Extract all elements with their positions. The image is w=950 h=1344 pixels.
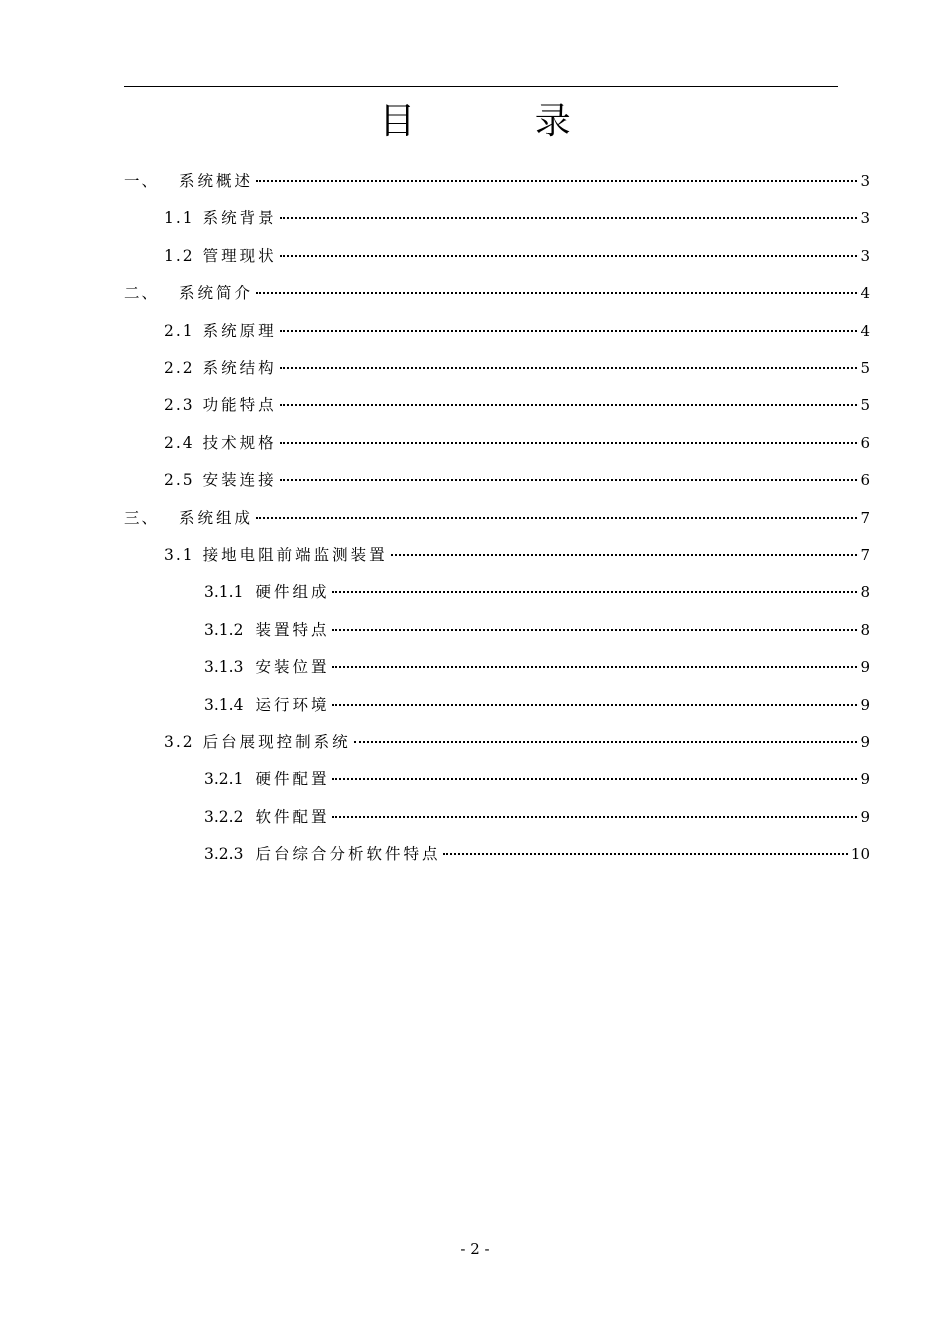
toc-dot-leader bbox=[354, 741, 858, 743]
toc-entry-title: 接地电阻前端监测装置 bbox=[202, 546, 388, 564]
toc-entry-title: 硬件配置 bbox=[255, 770, 330, 789]
toc-entry-title: 系统结构 bbox=[202, 359, 277, 377]
toc-entry-page: 3 bbox=[860, 246, 870, 265]
toc-entry-title: 软件配置 bbox=[255, 807, 330, 826]
toc-entry-title: 装置特点 bbox=[255, 620, 330, 639]
header-rule bbox=[124, 86, 838, 87]
toc-entry-number: 3.1.1 bbox=[204, 583, 244, 602]
toc-dot-leader bbox=[332, 629, 857, 631]
toc-entry[interactable] bbox=[164, 244, 870, 268]
toc-dot-leader bbox=[280, 479, 858, 481]
toc-entry-title: 后台综合分析软件特点 bbox=[255, 845, 441, 864]
toc-entry-page: 7 bbox=[860, 546, 870, 564]
toc-entry-page: 8 bbox=[860, 620, 870, 639]
toc-entry-page: 4 bbox=[860, 284, 870, 303]
toc-entry[interactable] bbox=[204, 693, 870, 717]
toc-entry-number: 3.2 bbox=[164, 733, 195, 751]
toc-entry-number: 2.1 bbox=[164, 321, 195, 340]
toc-entry-number: 三、 bbox=[124, 508, 160, 527]
toc-entry-page: 7 bbox=[860, 508, 870, 527]
toc-entry[interactable] bbox=[204, 655, 870, 679]
toc-entry[interactable] bbox=[204, 580, 870, 604]
toc-entry-title: 系统组成 bbox=[179, 508, 254, 527]
toc-dot-leader bbox=[280, 330, 858, 332]
toc-dot-leader bbox=[256, 292, 857, 294]
toc-entry-title: 系统概述 bbox=[179, 172, 254, 190]
page-title: 目 录 bbox=[379, 101, 625, 142]
toc-entry-page: 3 bbox=[860, 172, 870, 190]
toc-entry[interactable] bbox=[164, 468, 870, 492]
toc-entry-page: 9 bbox=[860, 658, 870, 677]
toc-entry-number: 3.2.1 bbox=[204, 770, 244, 789]
toc-dot-leader bbox=[332, 704, 857, 706]
toc-entry[interactable] bbox=[204, 805, 870, 829]
toc-dot-leader bbox=[443, 853, 847, 855]
toc-entry-number: 2.5 bbox=[164, 471, 195, 490]
toc-entry[interactable] bbox=[124, 506, 870, 530]
toc-dot-leader bbox=[332, 591, 857, 593]
toc-dot-leader bbox=[256, 517, 857, 519]
toc-entry-page: 9 bbox=[860, 733, 870, 751]
toc-dot-leader bbox=[256, 180, 857, 182]
toc-dot-leader bbox=[280, 442, 858, 444]
page-number-footer: - 2 - bbox=[460, 1240, 490, 1258]
toc-entry-page: 10 bbox=[850, 845, 870, 864]
toc-entry-title: 运行环境 bbox=[255, 695, 330, 714]
toc-entry-title: 系统原理 bbox=[202, 321, 277, 340]
toc-dot-leader bbox=[332, 666, 857, 668]
toc-entry-page: 9 bbox=[860, 807, 870, 826]
toc-entry-number: 3.2.2 bbox=[204, 807, 244, 826]
toc-entry-title: 功能特点 bbox=[202, 396, 277, 415]
toc-entry-title: 安装位置 bbox=[255, 658, 330, 677]
toc-entry-number: 3.1.3 bbox=[204, 658, 244, 677]
toc-entry[interactable] bbox=[164, 319, 870, 343]
toc-entry-number: 3.1.2 bbox=[204, 620, 244, 639]
toc-entry-page: 9 bbox=[860, 695, 870, 714]
toc-entry-number: 3.2.3 bbox=[204, 845, 244, 864]
toc-dot-leader bbox=[332, 816, 857, 818]
toc-entry-page: 9 bbox=[860, 770, 870, 789]
toc-dot-leader bbox=[280, 217, 858, 219]
toc-entry-title: 安装连接 bbox=[202, 471, 277, 490]
toc-entry[interactable] bbox=[204, 842, 870, 866]
toc-entry-number: 2.2 bbox=[164, 359, 195, 377]
toc-entry-page: 5 bbox=[860, 396, 870, 415]
toc-entry-number: 一、 bbox=[124, 172, 160, 190]
toc-entry[interactable] bbox=[204, 767, 870, 791]
toc-dot-leader bbox=[280, 367, 858, 369]
toc-dot-leader bbox=[280, 255, 858, 257]
toc-entry-title: 技术规格 bbox=[202, 433, 277, 452]
toc-entry-number: 1.1 bbox=[164, 209, 195, 228]
toc-entry-page: 5 bbox=[860, 359, 870, 377]
toc-entry-number: 3.1 bbox=[164, 546, 195, 564]
toc-entry[interactable] bbox=[204, 618, 870, 642]
toc-entry[interactable] bbox=[164, 543, 870, 567]
toc-entry[interactable] bbox=[164, 730, 870, 754]
toc-entry-number: 3.1.4 bbox=[204, 695, 244, 714]
toc-entry-page: 8 bbox=[860, 583, 870, 602]
toc-entry[interactable] bbox=[164, 393, 870, 417]
toc-entry[interactable] bbox=[164, 356, 870, 380]
toc-entry-title: 后台展现控制系统 bbox=[202, 733, 351, 751]
toc-entry[interactable] bbox=[164, 206, 870, 230]
toc-entry-title: 硬件组成 bbox=[255, 583, 330, 602]
toc-entry-page: 6 bbox=[860, 433, 870, 452]
toc-entry-page: 6 bbox=[860, 471, 870, 490]
toc-entry-number: 1.2 bbox=[164, 246, 195, 265]
toc-entry[interactable] bbox=[164, 431, 870, 455]
toc-entry-page: 3 bbox=[860, 209, 870, 228]
toc-entry-page: 4 bbox=[860, 321, 870, 340]
toc-entry-title: 系统简介 bbox=[179, 284, 254, 303]
toc-entry[interactable] bbox=[124, 281, 870, 305]
toc-entry-number: 2.4 bbox=[164, 433, 195, 452]
toc-dot-leader bbox=[332, 778, 857, 780]
toc-dot-leader bbox=[391, 554, 858, 556]
toc-entry-title: 系统背景 bbox=[202, 209, 277, 228]
toc-dot-leader bbox=[280, 404, 858, 406]
toc-entry-number: 2.3 bbox=[164, 396, 195, 415]
toc-entry-title: 管理现状 bbox=[202, 246, 277, 265]
toc-entry[interactable] bbox=[124, 169, 870, 193]
toc-entry-number: 二、 bbox=[124, 284, 160, 303]
